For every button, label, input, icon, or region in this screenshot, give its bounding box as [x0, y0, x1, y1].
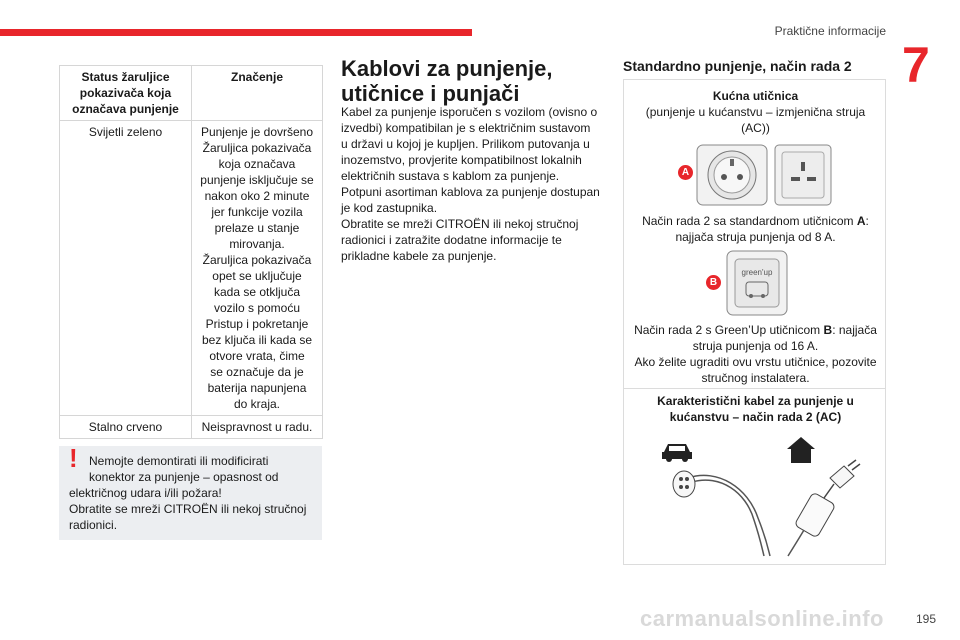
meaning-line: kada se otključa — [213, 285, 301, 299]
meaning-line: se označuje da je — [210, 365, 304, 379]
meaning-line: mirovanja. — [229, 237, 285, 251]
table-header-row — [60, 66, 323, 121]
table-row — [60, 416, 323, 439]
exclamation-warning-icon: ! — [69, 443, 78, 473]
mode-b-text: Način rada 2 s Green’Up utičnicom B: najjača — [634, 323, 877, 337]
meaning-line: Punjenje je dovršeno — [200, 125, 314, 139]
meaning-line: nakon oko 2 minute — [204, 189, 310, 203]
warning-box — [59, 443, 322, 540]
warning-line: radionici. — [69, 518, 118, 532]
table-cell-status: Svijetli zeleno — [60, 121, 192, 416]
paragraph-line: je kod zastupnika. — [341, 201, 438, 215]
paragraph-line: Obratite se mreži CITROËN ili nekoj stručnoj — [341, 217, 579, 231]
label-b-badge: B — [706, 275, 721, 290]
paragraph-line: radionici i zatražite dodatne informacije te — [341, 233, 562, 247]
mode-b-line2: struja punjenja od 16 A. — [692, 339, 819, 353]
header-accent-bar — [0, 29, 472, 36]
table-cell-meaning — [192, 121, 323, 416]
paragraph-line: električnih sustava s kablom za punjenje. — [341, 169, 560, 183]
page-number: 195 — [915, 612, 936, 626]
home-socket-title: Kućna utičnica — [712, 89, 799, 103]
meaning-line: Žaruljica pokazivača — [202, 141, 312, 155]
cables-paragraph — [341, 104, 609, 264]
charging-cable-illustration — [648, 458, 868, 558]
meaning-line: otvore vrata, čime — [209, 349, 305, 363]
table-row — [60, 121, 323, 416]
meaning-line: do kraja. — [233, 397, 281, 411]
chapter-number: 7 — [902, 37, 930, 93]
title-line: Kablovi za punjenje, — [341, 56, 553, 81]
mode-a-text: Način rada 2 sa standardnom utičnicom A: — [642, 214, 869, 228]
section-title: Praktične informacije — [774, 24, 886, 38]
meaning-line: baterija napunjena — [207, 381, 307, 395]
mode-b-line4: stručnog instalatera. — [701, 371, 810, 385]
meaning-line: opet se uključuje — [212, 269, 302, 283]
meaning-line: vozilo s pomoću — [213, 301, 301, 315]
warning-line: Obratite se mreži CITROËN ili nekoj stručnoj — [69, 502, 307, 516]
standard-charging-title: Standardno punjenje, način rada 2 — [623, 58, 852, 74]
title-line: utičnice i punjači — [341, 81, 520, 106]
meaning-line: koja označava — [218, 157, 296, 171]
home-socket-sub2: (AC)) — [741, 121, 770, 135]
table-cell-status: Stalno crveno — [60, 416, 192, 439]
cable-title-line1: Karakteristični kabel za punjenje u — [657, 394, 854, 408]
cable-title-line2: kućanstvu – način rada 2 (AC) — [669, 410, 842, 424]
warning-line: Nemojte demontirati ili modificirati — [89, 454, 269, 468]
meaning-line: Neispravnost u radu. — [201, 420, 313, 434]
paragraph-line: Potpuni asortiman kablova za punjenje dostupan — [341, 185, 600, 199]
home-socket-sub1: (punjenje u kućanstvu – izmjenična struja — [645, 105, 866, 119]
table-header-status: Status žaruljice pokazivača koja označava punjenje — [60, 66, 192, 121]
paragraph-line: u državi u kojoj je kupljen. Prilikom putovanja u — [341, 137, 590, 151]
watermark: carmanualsonline.info — [640, 606, 884, 631]
meaning-line: jer funkcije vozila — [211, 205, 303, 219]
mode-a-line2: najjača struja punjenja od 8 A. — [675, 230, 836, 244]
greenup-logo-text: green'up — [741, 268, 773, 277]
cables-section-title — [341, 56, 571, 106]
table-cell-meaning — [192, 416, 323, 439]
box-divider — [624, 388, 885, 389]
warning-line: električnog udara i/ili požara! — [69, 486, 222, 500]
meaning-line: bez ključa ili kada se — [201, 333, 313, 347]
warning-line: konektor za punjenje – opasnost od — [89, 470, 279, 484]
status-table — [59, 65, 323, 439]
paragraph-line: prikladne kabele za punjenje. — [341, 249, 497, 263]
meaning-line: punjenje isključuje se — [200, 173, 314, 187]
greenup-socket-icon — [726, 250, 788, 316]
home-socket-box — [623, 79, 886, 565]
paragraph-line: inozemstvo, provjerite kompatibilnost lokalnih — [341, 153, 582, 167]
paragraph-line: Kabel za punjenje isporučen s vozilom (ovisno o — [341, 105, 598, 119]
uk-socket-icon — [774, 144, 832, 206]
schuko-socket-icon — [696, 144, 768, 206]
table-header-meaning: Značenje — [192, 66, 323, 121]
meaning-line: prelaze u stanje — [214, 221, 300, 235]
meaning-line: Pristup i pokretanje — [205, 317, 309, 331]
paragraph-line: izvedbi) kompatibilan je s električnim sustavom — [341, 121, 591, 135]
meaning-line: Žaruljica pokazivača — [202, 253, 312, 267]
mode-b-line3: Ako želite ugraditi ovu vrstu utičnice, pozovite — [634, 355, 877, 369]
label-a-badge: A — [678, 165, 693, 180]
